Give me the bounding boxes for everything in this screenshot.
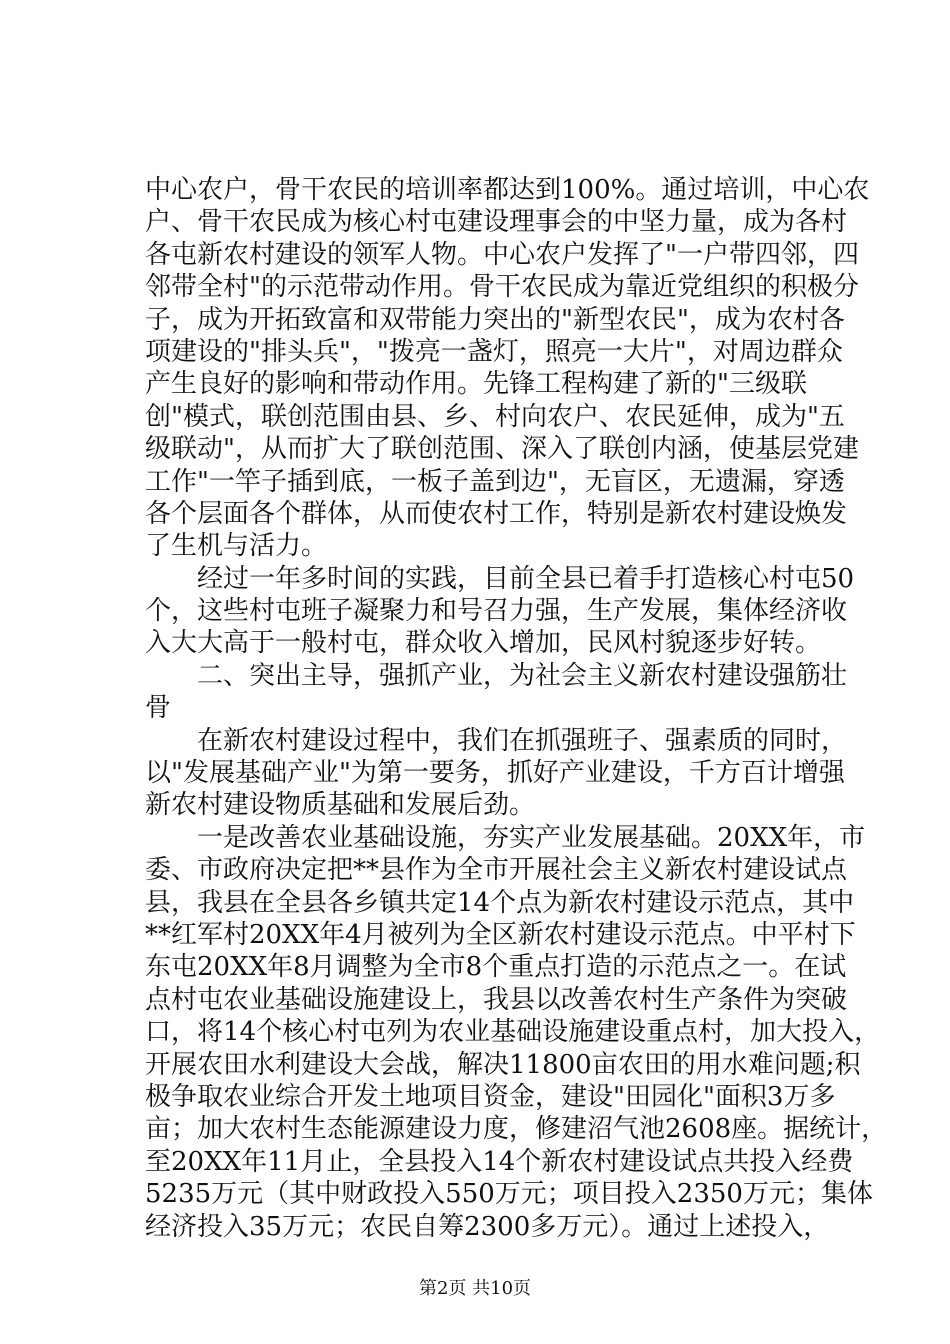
text-line: 在新农村建设过程中，我们在抓强班子、强素质的同时，: [197, 725, 848, 756]
text-line: 骨: [145, 693, 172, 724]
text-line: 了生机与活力。: [145, 531, 328, 562]
text-line: 新农村建设物质基础和发展后劲。: [145, 790, 536, 821]
text-line: 项建设的"排头兵"，"拨亮一盏灯，照亮一大片"，对周边群众: [145, 336, 843, 367]
page-footer: 第2页 共10页: [418, 1278, 532, 1299]
text-line: 极争取农业综合开发土地项目资金，建设"田园化"面积3万多: [145, 1081, 836, 1112]
text-line: 入大大高于一般村屯，群众收入增加，民风村貌逐步好转。: [145, 628, 822, 659]
text-line: 一是改善农业基础设施，夯实产业发展基础。20XX年，市: [197, 822, 866, 853]
text-line: 创"模式，联创范围由县、乡、村向农户、农民延伸，成为"五: [145, 401, 845, 432]
text-line: **红军村20XX年4月被列为全区新农村建设示范点。中平村下: [145, 919, 856, 950]
text-line: 户、骨干农民成为核心村屯建设理事会的中坚力量，成为各村: [145, 207, 848, 238]
paragraph: [145, 174, 870, 563]
text-line: 产生良好的影响和带动作用。先锋工程构建了新的"三级联: [145, 369, 807, 400]
text-line: 开展农田水利建设大会战，解决11800亩农田的用水难问题;积: [145, 1049, 861, 1080]
text-line: 工作"一竿子插到底，一板子盖到边"，无盲区，无遗漏，穿透: [145, 466, 845, 497]
text-line: 邻带全村"的示范带动作用。骨干农民成为靠近党组织的积极分: [145, 272, 859, 303]
text-line: 中心农户，骨干农民的培训率都达到100%。通过培训，中心农: [145, 175, 870, 205]
text-line: 各个层面各个群体，从而使农村工作，特别是新农村建设焕发: [145, 498, 848, 529]
text-line: 经济投入35万元；农民自筹2300多万元）。通过上述投入，: [145, 1211, 830, 1242]
text-line: 口，将14个核心村屯列为农业基础设施建设重点村，加大投入，: [145, 1017, 881, 1048]
text-line: 东屯20XX年8月调整为全市8个重点打造的示范点之一。在试: [145, 952, 847, 983]
text-line: 经过一年多时间的实践，目前全县已着手打造核心村屯50: [197, 563, 855, 594]
text-line: 子，成为开拓致富和双带能力突出的"新型农民"，成为农村各: [145, 304, 845, 335]
text-line: 县，我县在全县各乡镇共定14个点为新农村建设示范点，其中: [145, 887, 855, 918]
text-line: 各屯新农村建设的领军人物。中心农户发挥了"一户带四邻，四: [145, 239, 859, 270]
paragraph: [145, 660, 848, 725]
document-body: [145, 174, 888, 1243]
text-line: 5235万元（其中财政投入550万元；项目投入2350万元；集体: [145, 1179, 873, 1210]
paragraph: [145, 822, 888, 1243]
paragraph: [145, 725, 848, 822]
text-line: 个，这些村屯班子凝聚力和号召力强，生产发展，集体经济收: [145, 596, 848, 627]
text-line: 至20XX年11月止，全县投入14个新农村建设试点共投入经费: [145, 1146, 854, 1177]
text-line: 委、市政府决定把**县作为全市开展社会主义新农村建设试点: [145, 855, 848, 886]
text-line: 级联动"，从而扩大了联创范围、深入了联创内涵，使基层党建: [145, 434, 859, 465]
text-line: 亩；加大农村生态能源建设力度，修建沼气池2608座。据统计，: [145, 1114, 888, 1145]
text-line: 点村屯农业基础设施建设上，我县以改善农村生产条件为突破: [145, 984, 848, 1015]
paragraph: [145, 563, 855, 660]
text-line: 以"发展基础产业"为第一要务，抓好产业建设，千方百计增强: [145, 758, 845, 789]
text-line: 二、突出主导，强抓产业，为社会主义新农村建设强筋壮: [197, 660, 848, 691]
